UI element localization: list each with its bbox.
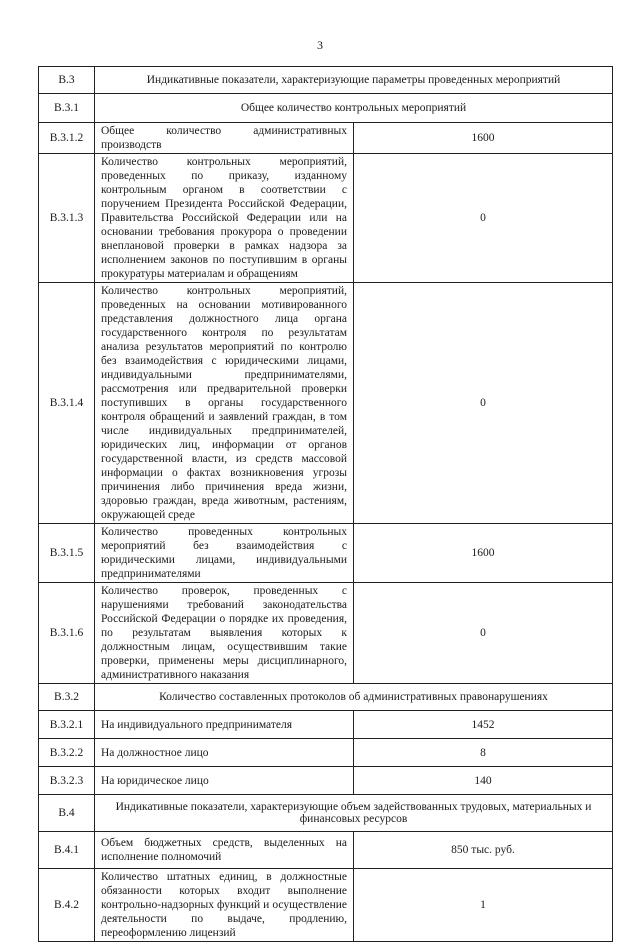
- row-value: 850 тыс. руб.: [354, 832, 613, 869]
- row-value: 1600: [354, 524, 613, 583]
- row-description: На должностное лицо: [95, 739, 354, 767]
- row-code: В.4.2: [39, 869, 95, 942]
- row-code: В.3.2.1: [39, 711, 95, 739]
- table-row: [39, 524, 613, 583]
- table-row: [39, 154, 613, 283]
- table-row: [39, 767, 613, 795]
- section-heading: Индикативные показатели, характеризующие объем задействованных трудовых, материальных и финансовых ресурсов: [95, 795, 613, 832]
- row-description: Количество контрольных мероприятий, проведенных на основании мотивированного представления должностного лица органа государственного контроля по результатам анализа результатов мероприятий по контролю без взаимодействия с юридическими лицами, индивидуальными предпринимателями, рассмотрения или предварительной проверки поступивших в органы государственного контроля обращений и заявлений граждан, в том числе индивидуальных предпринимателей, юридических лиц, информации от органов государственной власти, из средств массовой информации о фактах возникновения угрозы причинения либо причинения вреда жизни, здоровью граждан, вреда животным, растениям, окружающей среде: [95, 283, 354, 524]
- table-row: [39, 67, 613, 94]
- row-value: 0: [354, 154, 613, 283]
- row-description: Объем бюджетных средств, выделенных на исполнение полномочий: [95, 832, 354, 869]
- table-row: [39, 684, 613, 711]
- indicators-table: [38, 66, 613, 942]
- row-code: В.3.1.2: [39, 123, 95, 154]
- table-row: [39, 711, 613, 739]
- row-description: Общее количество административных производств: [95, 123, 354, 154]
- row-description: На индивидуального предпринимателя: [95, 711, 354, 739]
- row-value: 140: [354, 767, 613, 795]
- table-row: [39, 583, 613, 684]
- row-value: 0: [354, 583, 613, 684]
- table-row: [39, 94, 613, 123]
- row-description: Количество контрольных мероприятий, проведенных по приказу, изданному контрольным органом в соответствии с поручением Президента Российской Федерации, Правительства Российской Федерации или на основании требования прокурора о проведении внеплановой проверки в рамках надзора за исполнением законов по поступившим в органы прокуратуры материалам и обращениям: [95, 154, 354, 283]
- subsection-heading: Количество составленных протоколов об административных правонарушениях: [95, 684, 613, 711]
- table-row: [39, 832, 613, 869]
- row-value: 1: [354, 869, 613, 942]
- row-code: В.3.1: [39, 94, 95, 123]
- row-code: В.4.1: [39, 832, 95, 869]
- row-value: 0: [354, 283, 613, 524]
- row-code: В.3.1.3: [39, 154, 95, 283]
- row-code: В.3.2.3: [39, 767, 95, 795]
- page-number: 3: [317, 38, 323, 52]
- row-description: Количество проверок, проведенных с нарушениями требований законодательства Российской Федерации о порядке их проведения, по результатам выявления которых к должностным лицам, осуществившим такие проверки, применены меры дисциплинарного, административного наказания: [95, 583, 354, 684]
- section-heading: Индикативные показатели, характеризующие параметры проведенных мероприятий: [95, 67, 613, 94]
- row-code: В.3.2.2: [39, 739, 95, 767]
- row-code: В.3.1.4: [39, 283, 95, 524]
- row-description: На юридическое лицо: [95, 767, 354, 795]
- row-code: В.3.1.6: [39, 583, 95, 684]
- table-row: [39, 739, 613, 767]
- row-value: 8: [354, 739, 613, 767]
- table-row: [39, 123, 613, 154]
- table-row: [39, 795, 613, 832]
- row-code: В.4: [39, 795, 95, 832]
- subsection-heading: Общее количество контрольных мероприятий: [95, 94, 613, 123]
- row-description: Количество проведенных контрольных мероприятий без взаимодействия с юридическими лицами, индивидуальными предпринимателями: [95, 524, 354, 583]
- row-value: 1600: [354, 123, 613, 154]
- table-row: [39, 283, 613, 524]
- row-value: 1452: [354, 711, 613, 739]
- table-row: [39, 869, 613, 942]
- row-code: В.3.1.5: [39, 524, 95, 583]
- row-description: Количество штатных единиц, в должностные обязанности которых входит выполнение контрольно-надзорных функций и осуществление деятельности по выдаче, продлению, переоформлению лицензий: [95, 869, 354, 942]
- row-code: В.3: [39, 67, 95, 94]
- row-code: В.3.2: [39, 684, 95, 711]
